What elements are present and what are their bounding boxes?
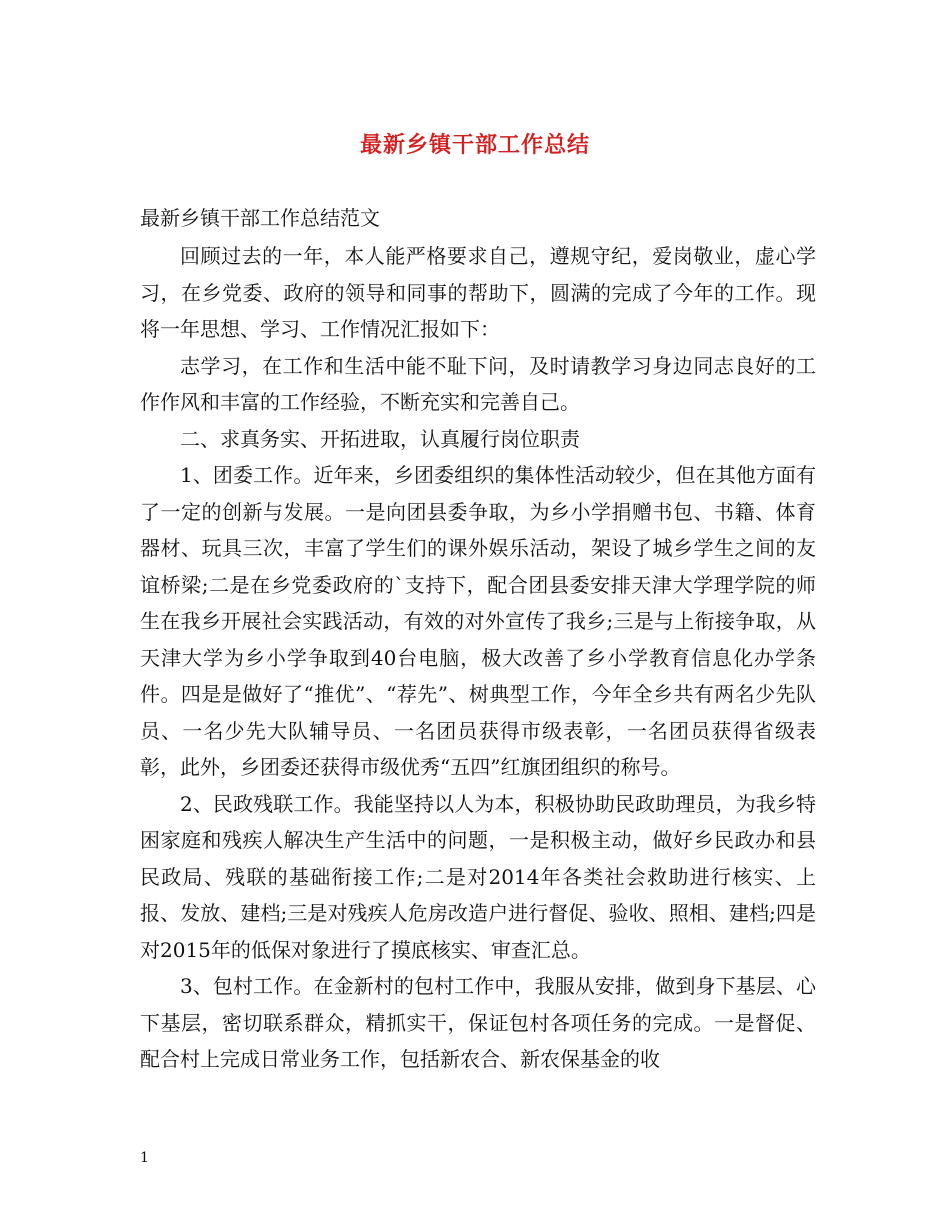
page-number: 1	[140, 1150, 149, 1166]
document-body	[140, 238, 816, 1078]
paragraph: 1、团委工作。近年来，乡团委组织的集体性活动较少，但在其他方面有了一定的创新与发展。一是向团县委争取，为乡小学捐赠书包、书籍、体育器材、玩具三次，丰富了学生们的课外娱乐活动，架设了城乡学生之间的友谊桥梁;二是在乡党委政府的`支持下，配合团县委安排天津大学理学院的师生在我乡开展社会实践活动，有效的对外宣传了我乡;三是与上衔接争取，从天津大学为乡小学争取到40台电脑，极大改善了乡小学教育信息化办学条件。四是是做好了“推优”、“荐先”、树典型工作，今年全乡共有两名少先队员、一名少先大队辅导员、一名团员获得市级表彰，一名团员获得省级表彰，此外，乡团委还获得市级优秀“五四”红旗团组织的称号。	[140, 463, 816, 779]
paragraph: 志学习，在工作和生活中能不耻下问，及时请教学习身边同志良好的工作作风和丰富的工作经验，不断充实和完善自己。	[140, 353, 816, 414]
section-heading: 二、求真务实、开拓进取，认真履行岗位职责	[180, 426, 580, 451]
document-title: 最新乡镇干部工作总结	[359, 132, 590, 158]
paragraph: 3、包村工作。在金新村的包村工作中，我服从安排，做到身下基层、心下基层，密切联系群众，精抓实干，保证包村各项任务的完成。一是督促、配合村上完成日常业务工作，包括新农合、新农保基金的收	[140, 974, 816, 1071]
document-subtitle: 最新乡镇干部工作总结范文	[140, 206, 380, 230]
paragraph: 2、民政残联工作。我能坚持以人为本，积极协助民政助理员，为我乡特困家庭和残疾人解决生产生活中的问题，一是积极主动，做好乡民政办和县民政局、残联的基础衔接工作;二是对2014年各类社会救助进行核实、上报、发放、建档;三是对残疾人危房改造户进行督促、验收、照相、建档;四是对2015年的低保对象进行了摸底核实、审查汇总。	[140, 791, 816, 962]
paragraph: 回顾过去的一年，本人能严格要求自己，遵规守纪，爱岗敬业，虚心学习，在乡党委、政府的领导和同事的帮助下，圆满的完成了今年的工作。现将一年思想、学习、工作情况汇报如下：	[140, 244, 816, 341]
